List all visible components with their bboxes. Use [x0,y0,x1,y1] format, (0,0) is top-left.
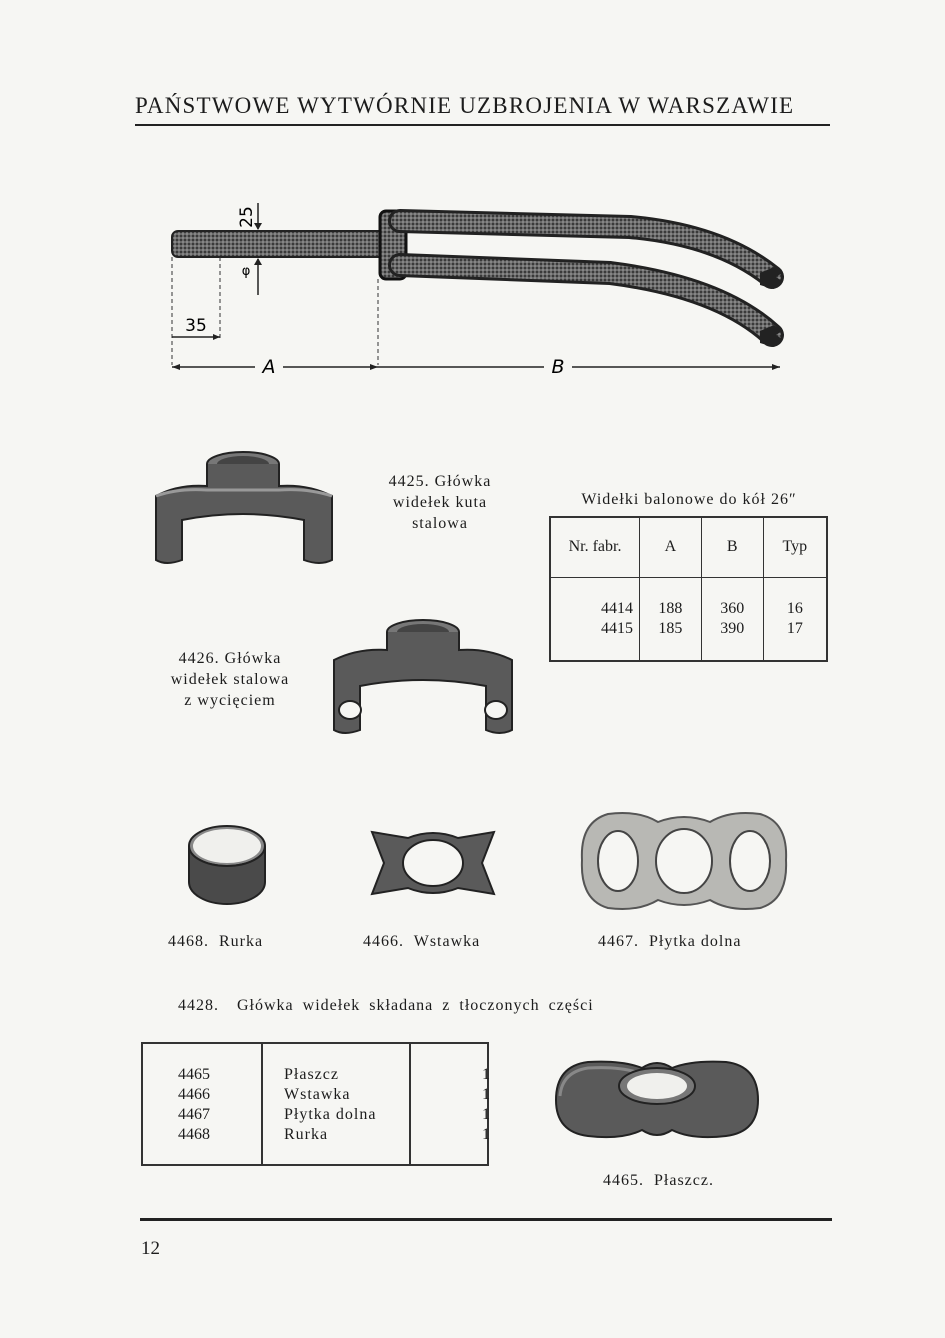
footer-rule [140,1218,832,1221]
parts-row2-nr: 4466 [178,1086,210,1103]
spec-row2-b: 390 [720,619,745,637]
caption-4466-number: 4466. [363,933,404,950]
caption-4425-line1: Główka [434,473,492,490]
caption-4465-name: Płaszcz. [654,1172,714,1189]
spec-table-header-row [550,517,827,577]
table-row [170,1065,498,1085]
caption-4466-name: Wstawka [413,933,481,950]
page-header: PAŃSTWOWE WYTWÓRNIE UZBROJENIA W WARSZAWIE [135,93,795,118]
caption-4425-line3: stalowa [412,515,468,532]
spec-table-title: Widełki balonowe do kół 26″ [581,491,797,508]
table-row [170,1105,498,1125]
caption-4467-name: Płytka dolna [649,933,742,950]
plate-4467-image [578,808,791,913]
table-row [170,1085,498,1105]
parts-row3-name: Płytka dolna [284,1106,377,1123]
caption-4426-line2: widełek stalowa [170,671,290,688]
parts-row2-name: Wstawka [284,1086,351,1103]
parts-row4-nr: 4468 [178,1126,210,1143]
parts-row1-name: Płaszcz [284,1066,339,1083]
spec-row1-b: 360 [720,599,745,617]
spec-row2-nr: 4415 [601,619,633,637]
parts-row3-qty: 1 [482,1106,490,1123]
caption-4426-line1: Główka [224,650,282,667]
dim-a-label: A [262,356,276,378]
table-row [550,577,827,661]
caption-4468 [168,931,263,952]
caption-4465-number: 4465. [603,1172,644,1189]
header-rule [135,124,830,126]
caption-4425-number: 4425. [388,473,430,490]
parts-row4-name: Rurka [284,1126,329,1143]
dim-35-label: 35 [185,316,207,336]
spec-table [549,516,828,662]
caption-4467-number: 4467. [598,933,639,950]
parts-row1-qty: 1 [482,1066,490,1083]
dim-phi-label: φ [241,264,251,279]
fork-diagram [160,195,800,385]
crown-4425-image [148,448,338,573]
page-number: 12 [141,1238,160,1259]
parts-table [170,1065,498,1145]
dim-25-label: 25 [237,206,257,228]
insert-4466-image [370,828,496,898]
caption-4425-line2: widełek kuta [392,494,488,511]
spec-row1-a: 188 [658,599,683,617]
parts-row1-nr: 4465 [178,1066,210,1083]
parts-row3-nr: 4467 [178,1106,210,1123]
caption-4426 [150,648,310,711]
spec-header-a: A [640,517,702,577]
spec-row1-typ: 16 [786,599,803,617]
parts-row2-qty: 1 [482,1086,490,1103]
tube-4468-image [185,820,270,910]
parts-row4-qty: 1 [482,1126,490,1143]
spec-header-nr: Nr. fabr. [550,517,640,577]
caption-4468-number: 4468. [168,933,209,950]
caption-4428-number: 4428. [178,997,219,1014]
steerer-tube [172,231,390,257]
spec-row2-a: 185 [658,619,683,637]
jacket-4465-image [552,1052,762,1147]
spec-header-b: B [701,517,763,577]
caption-4465 [603,1170,714,1191]
caption-4425 [365,471,515,534]
caption-4428 [178,995,594,1016]
caption-4426-number: 4426. [178,650,220,667]
crown-4426-image [330,616,516,738]
caption-4466 [363,931,480,952]
caption-4428-name: Główka widełek składana z tłoczonych części [237,997,594,1014]
spec-header-typ: Typ [763,517,827,577]
caption-4467 [598,931,741,952]
table-row [170,1125,498,1145]
spec-row1-nr: 4414 [601,599,633,617]
caption-4468-name: Rurka [219,933,264,950]
dim-b-label: B [551,356,565,378]
spec-row2-typ: 17 [786,619,803,637]
caption-4426-line3: z wycięciem [184,692,276,709]
